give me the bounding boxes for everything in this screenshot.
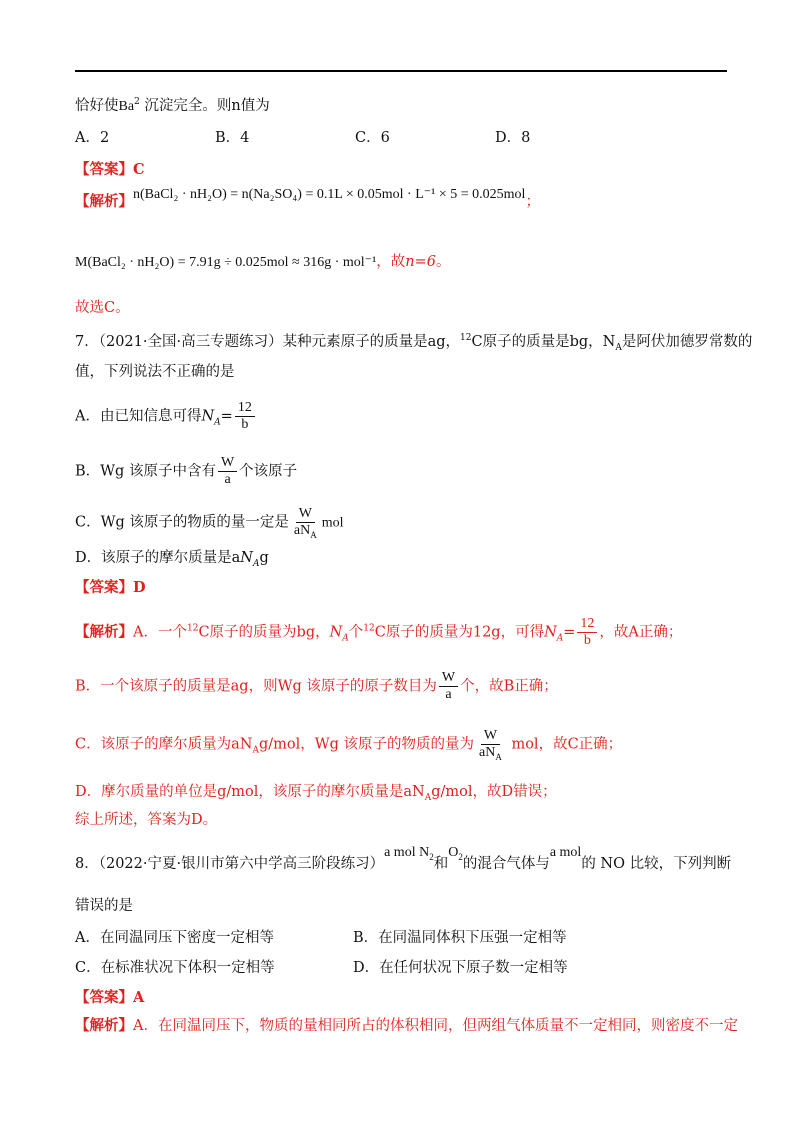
q7-stem-pre: 7．（2021·全国·高三专题练习）某种元素原子的质量是ag， [75, 334, 461, 350]
q7-option-a-na-sub: A [214, 417, 221, 428]
q8-gas2-sub: 2 [458, 851, 463, 862]
q7-analysis-a-na-sub: A [342, 633, 349, 644]
q7-option-a-den: b [241, 417, 249, 432]
q6-n-value: n=6 [405, 254, 436, 270]
q8-and: 和 [433, 856, 449, 872]
q6-option-d: D．8 [495, 130, 531, 146]
q6-options [75, 128, 635, 148]
q7-analysis-a-pre: A．一个 [133, 624, 187, 641]
q7-analysis-b-pre: B．一个该原子的质量是ag，则Wg 该原子的原子数目为 [75, 678, 437, 695]
q7-option-b-text: B．Wg 该原子中含有 [75, 463, 216, 480]
q8-answer-label: 【答案】 [75, 989, 133, 1006]
q7-analysis-c-pre: C．该原子的摩尔质量为aN [75, 736, 253, 753]
q7-option-b-fraction [218, 455, 237, 488]
q6-analysis-line1 [75, 187, 540, 213]
q7-stem-line2: 值，下列说法不正确的是 [75, 364, 235, 380]
q7-option-c-den: aN [293, 523, 311, 538]
q8-stem-pre: 8．（2022·宁夏·银川市第六中学高三阶段练习） [75, 856, 385, 872]
q6-formula2: M(BaCl₂ · nH₂O) = 7.91g ÷ 0.025mol ≈ 316g · mol⁻¹ [75, 255, 377, 270]
q7-analysis-a-mid: C原子的质量为bg， [198, 624, 330, 641]
q7-option-c-num: W [296, 506, 315, 523]
q7-answer-value: D [133, 579, 146, 596]
q6-option-c: C．6 [355, 130, 390, 146]
q8-gas2 [448, 845, 463, 860]
q7-carbon-mass-number: 12 [460, 333, 472, 344]
q7-option-a [75, 400, 257, 433]
q6-answer [75, 160, 145, 180]
q6-analysis-label: 【解析】 [75, 193, 133, 210]
q7-analysis-a-post: ，故A正确； [599, 624, 683, 641]
q7-analysis-a-na2-sub: A [556, 633, 564, 644]
q7-option-d-na: N [240, 550, 253, 566]
q6-ion: Ba [118, 99, 135, 114]
q6-formula1-end: ； [525, 194, 540, 210]
q7-analysis-c-den-sub: A [495, 751, 502, 762]
q7-analysis-d [75, 782, 557, 802]
q8-options-row1 [75, 928, 631, 948]
q7-analysis-d-post: g/mol，故D错误； [431, 784, 557, 800]
q7-analysis-a-num: 12 [577, 616, 597, 633]
q7-analysis-a-c: 12 [186, 623, 199, 634]
q7-option-d [75, 548, 269, 568]
q8-analysis-text: A．在同温同压下，物质的量相同所占的体积相同，但两组气体质量不一定相同，则密度不一定 [133, 1018, 738, 1034]
q7-analysis-a-den: b [583, 633, 591, 648]
q7-option-c-post: mol [321, 515, 344, 531]
q7-answer-label: 【答案】 [75, 579, 133, 596]
header-rule [75, 70, 727, 72]
q7-analysis-c-fraction [476, 728, 505, 761]
q7-stem-line1 [75, 332, 752, 352]
q8-analysis [75, 1016, 738, 1036]
q8-gas1-text: a mol N [384, 845, 430, 860]
q8-option-a: A．在同温同压下密度一定相等 [75, 930, 274, 946]
q6-stem-pre: 恰好使 [75, 98, 119, 114]
q7-analysis-a-na: N [329, 624, 343, 641]
q6-conclusion: 故选C。 [75, 300, 130, 316]
q6-formula2-end-post: 。 [436, 254, 451, 270]
q7-option-b-den: a [224, 472, 231, 487]
q8-answer-value: A [133, 989, 145, 1006]
q8-stem-line1 [75, 845, 732, 875]
q7-option-c-den-sub: A [310, 529, 317, 540]
q8-option-c: C．在标准状况下体积一定相等 [75, 960, 275, 976]
q7-analysis-c [75, 728, 622, 761]
q7-analysis-a [75, 616, 682, 649]
q7-option-b-post: 个该原子 [239, 463, 298, 480]
q7-analysis-c-num: W [481, 728, 500, 745]
q8-answer [75, 988, 144, 1008]
q7-option-d-text: D．该原子的摩尔质量是a [75, 550, 241, 566]
q7-option-c-text: C．Wg 该原子的物质的量一定是 [75, 514, 289, 531]
q7-option-d-na-sub: A [252, 558, 260, 569]
q7-option-a-na: N [201, 408, 215, 425]
q7-analysis-b [75, 670, 558, 703]
q7-analysis-a-eq: = [563, 624, 576, 641]
q7-option-a-text: A．由已知信息可得 [75, 408, 202, 425]
q7-option-b-num: W [218, 455, 237, 472]
q6-option-b: B．4 [215, 130, 250, 146]
q7-analysis-c-den: aN [479, 745, 496, 760]
q8-stem-post: 的 NO 比较，下列判断 [581, 856, 732, 872]
q7-analysis-a-mid2: 个 [348, 624, 364, 641]
q8-option-d: D．在任何状况下原子数一定相等 [353, 960, 568, 976]
q8-gas2-text: O [448, 845, 459, 860]
q8-stem-line2: 错误的是 [75, 898, 133, 914]
q8-stem-mid: 的混合气体与 [462, 856, 550, 872]
q7-analysis-a-na2: N [544, 624, 557, 641]
q7-analysis-label: 【解析】 [75, 623, 133, 641]
q7-option-b [75, 455, 297, 488]
q7-option-a-fraction [235, 400, 255, 433]
q7-option-c-fraction [291, 506, 320, 539]
q7-analysis-b-fraction [439, 670, 458, 703]
q7-na: N [602, 334, 616, 350]
q7-analysis-b-post: 个，故B正确； [460, 678, 558, 695]
q6-answer-label: 【答案】 [75, 161, 133, 178]
q7-analysis-a-mid3: C原子的质量为12g，可得 [374, 624, 545, 641]
q7-analysis-a-c2: 12 [363, 623, 375, 634]
q8-gas1-sub: 2 [429, 851, 434, 862]
q8-options-row2 [75, 958, 631, 978]
q7-stem-mid: C原子的质量是bg， [471, 334, 603, 350]
q8-gas3: a mol [549, 845, 582, 860]
q6-stem [75, 96, 270, 117]
q7-analysis-c-sub: A [252, 745, 259, 756]
q7-analysis-d-pre: D．摩尔质量的单位是g/mol，该原子的摩尔质量是aN [75, 784, 425, 800]
q7-analysis-a-fraction [577, 616, 597, 649]
q7-option-a-eq: = [220, 408, 233, 425]
q6-answer-value: C [133, 161, 145, 178]
q8-analysis-label: 【解析】 [75, 1017, 133, 1034]
q6-ion-charge: 2 [134, 97, 140, 108]
q7-analysis-c-post: mol，故C正确； [506, 736, 623, 753]
q6-analysis-line2 [75, 252, 451, 273]
q6-formula2-end-pre: ，故 [376, 254, 406, 270]
q6-formula1: n(BaCl₂ · nH₂O) = n(Na₂SO₄) = 0.1L × 0.05mol · L⁻¹ × 5 = 0.025mol [133, 187, 526, 202]
q6-option-a: A．2 [75, 130, 110, 146]
q8-option-b: B．在同温同体积下压强一定相等 [353, 930, 567, 946]
q7-analysis-b-num: W [439, 670, 458, 687]
q7-option-c [75, 506, 344, 539]
q7-stem-end: 是阿伏加德罗常数的 [621, 334, 753, 350]
q7-analysis-b-den: a [445, 687, 452, 702]
q7-na-sub: A [615, 342, 622, 353]
q7-answer [75, 578, 146, 598]
q7-option-d-post: g [259, 550, 269, 566]
q8-gas1 [384, 845, 434, 860]
q6-stem-post: 沉淀完全。则n值为 [139, 98, 270, 114]
q7-analysis-d-sub: A [424, 792, 432, 803]
q7-option-a-num: 12 [235, 400, 255, 417]
q7-analysis-c-mid: g/mol，Wg 该原子的物质的量为 [258, 736, 475, 753]
q7-summary: 综上所述，答案为D。 [75, 812, 218, 828]
